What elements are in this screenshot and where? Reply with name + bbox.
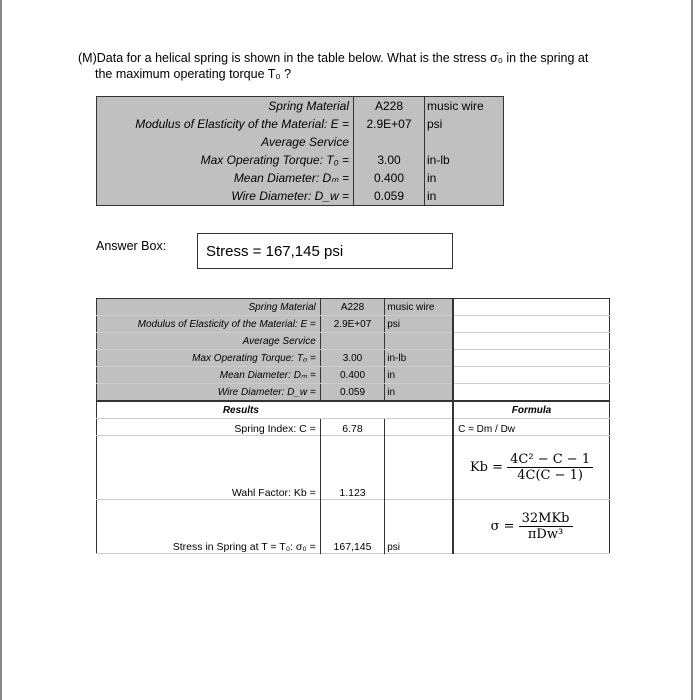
- input-unit: in: [385, 384, 453, 402]
- input-label: Average Service: [97, 333, 321, 350]
- input-row: [97, 299, 610, 316]
- input-unit: music wire: [385, 299, 453, 316]
- input-row: [97, 133, 504, 151]
- input-row: [97, 350, 610, 367]
- formula-equation: [458, 511, 605, 542]
- empty-cell: [453, 333, 609, 350]
- result-label: Spring Index: C =: [97, 419, 321, 436]
- input-row: [97, 367, 610, 384]
- result-label: Stress in Spring at T = T₀: σ₀ =: [97, 500, 321, 554]
- input-label: Max Operating Torque: T₀ =: [97, 350, 321, 367]
- solution-table: [96, 298, 610, 554]
- input-unit: [425, 133, 504, 151]
- question-text: [78, 50, 658, 82]
- input-row: [97, 384, 610, 402]
- input-row: [97, 151, 504, 169]
- input-label: Modulus of Elasticity of the Material: E =: [97, 115, 354, 133]
- input-value: 2.9E+07: [354, 115, 425, 133]
- input-label: Modulus of Elasticity of the Material: E =: [97, 316, 321, 333]
- formula-text: C = Dm / Dw: [458, 424, 516, 435]
- input-table: [96, 96, 504, 206]
- input-row: [97, 169, 504, 187]
- result-label: Wahl Factor: Kb =: [97, 436, 321, 500]
- question-line2: the maximum operating torque T₀ ?: [95, 67, 292, 81]
- page-edge-right: [691, 0, 693, 700]
- input-value: 3.00: [320, 350, 384, 367]
- formula-cell: [453, 500, 609, 554]
- input-unit: in-lb: [385, 350, 453, 367]
- input-value: A228: [354, 97, 425, 116]
- formula-lhs: Kb =: [469, 460, 503, 475]
- result-unit: [385, 419, 453, 436]
- input-value: A228: [320, 299, 384, 316]
- formula-numerator: 4C² − C − 1: [507, 452, 593, 468]
- input-value: 0.400: [354, 169, 425, 187]
- result-unit: psi: [385, 500, 453, 554]
- input-unit: psi: [385, 316, 453, 333]
- input-row: [97, 97, 504, 116]
- input-unit: music wire: [427, 99, 484, 113]
- formula-equation: [458, 452, 605, 483]
- question-line1: (M)Data for a helical spring is shown in the table below. What is the stress σ₀ in the spring at: [78, 51, 589, 65]
- formula-header: Formula: [453, 401, 609, 419]
- results-header-row: [97, 401, 610, 419]
- formula-denominator: πDw³: [527, 527, 564, 542]
- empty-cell: [453, 316, 609, 333]
- result-row: [97, 436, 610, 500]
- result-unit: [385, 436, 453, 500]
- input-label: Wire Diameter: D_w =: [97, 187, 354, 206]
- input-label: Max Operating Torque: T₀ =: [97, 151, 354, 169]
- input-unit: in-lb: [427, 153, 450, 167]
- empty-cell: [453, 299, 609, 316]
- input-label: Average Service: [97, 133, 354, 151]
- formula-cell: [453, 436, 609, 500]
- input-value: 2.9E+07: [320, 316, 384, 333]
- input-value: 3.00: [354, 151, 425, 169]
- input-value: [320, 333, 384, 350]
- empty-cell: [453, 384, 609, 402]
- input-unit: in: [385, 367, 453, 384]
- input-value: [354, 133, 425, 151]
- input-label: Mean Diameter: Dₘ =: [97, 169, 354, 187]
- page-edge-left: [0, 0, 2, 700]
- empty-cell: [385, 401, 453, 419]
- results-header: Results: [97, 401, 385, 419]
- formula-cell: [453, 419, 609, 436]
- formula-lhs: σ =: [490, 519, 515, 534]
- input-label: Mean Diameter: Dₘ =: [97, 367, 321, 384]
- empty-cell: [453, 350, 609, 367]
- input-unit: [385, 333, 453, 350]
- input-value: 0.400: [320, 367, 384, 384]
- input-row: [97, 187, 504, 206]
- input-row: [97, 333, 610, 350]
- result-value: 6.78: [320, 419, 384, 436]
- input-value: 0.059: [320, 384, 384, 402]
- formula-numerator: 32MKb: [519, 511, 573, 527]
- result-value: 167,145: [320, 500, 384, 554]
- answer-box-label: Answer Box:: [96, 239, 167, 253]
- input-unit: in: [427, 171, 437, 185]
- result-row: [97, 419, 610, 436]
- input-label: Spring Material: [97, 97, 354, 116]
- input-value: 0.059: [354, 187, 425, 206]
- input-row: [97, 115, 504, 133]
- result-row: [97, 500, 610, 554]
- result-value: 1.123: [320, 436, 384, 500]
- input-unit: psi: [427, 117, 443, 131]
- input-label: Wire Diameter: D_w =: [97, 384, 321, 402]
- input-label: Spring Material: [97, 299, 321, 316]
- input-row: [97, 316, 610, 333]
- answer-box[interactable]: Stress = 167,145 psi: [197, 233, 453, 269]
- empty-cell: [453, 367, 609, 384]
- input-unit: in: [427, 189, 437, 203]
- formula-denominator: 4C(C − 1): [517, 468, 583, 483]
